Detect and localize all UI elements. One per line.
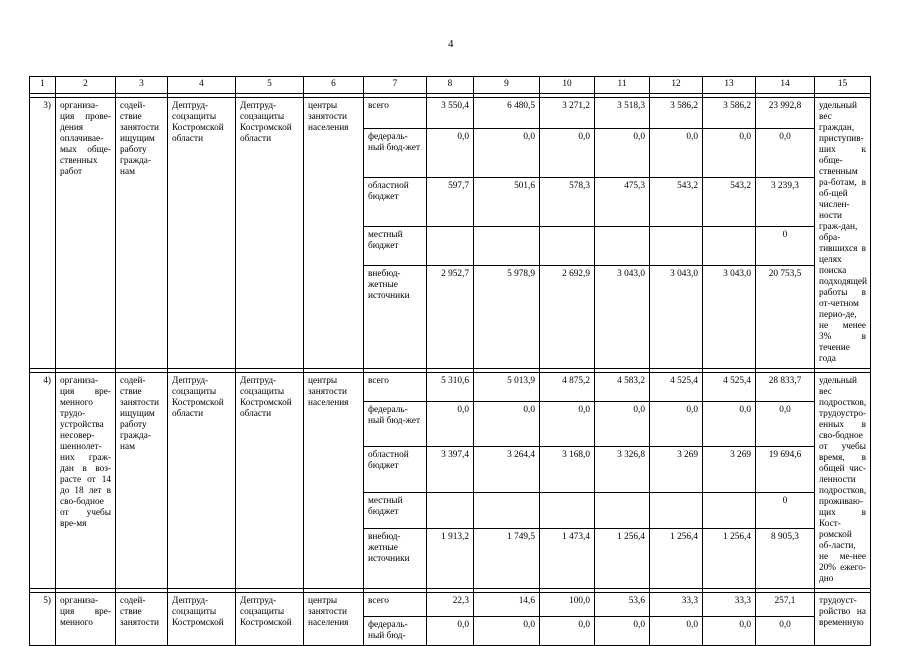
amount-cell: 0,0 [474, 128, 540, 177]
amount-cell: 5 310,6 [427, 373, 474, 402]
amount-cell: 100,0 [540, 593, 595, 617]
amount-cell: 0,0 [595, 617, 650, 646]
funding-source: всего [364, 593, 427, 617]
coexecutor-cell: Дептруд-соцзащиты Костромской области [236, 98, 304, 369]
amount-cell: 0,0 [703, 128, 756, 177]
amount-cell: 4 525,4 [703, 373, 756, 402]
amount-cell: 53,6 [595, 593, 650, 617]
amount-cell: 3 397,4 [427, 447, 474, 493]
amount-cell: 0,0 [756, 128, 815, 177]
amount-cell: 257,1 [756, 593, 815, 617]
amount-cell: 23 992,8 [756, 98, 815, 129]
direction-cell: содей-ствие занятости ищущим работу гражда-нам [116, 98, 168, 369]
amount-cell: 2 952,7 [427, 265, 474, 368]
activity-cell: организа-ция прове-дения оплачивае-мых обще-ственных работ [56, 98, 116, 369]
col-header: 10 [540, 77, 595, 94]
amount-cell [595, 227, 650, 266]
amount-cell: 1 256,4 [703, 528, 756, 588]
amount-cell: 1 256,4 [595, 528, 650, 588]
col-header: 1 [30, 77, 56, 94]
amount-cell: 0,0 [540, 128, 595, 177]
table-row [30, 98, 871, 129]
coexecutor-cell: Дептруд-соцзащиты Костромской [236, 593, 304, 646]
amount-cell: 0,0 [427, 401, 474, 447]
amount-cell: 543,2 [703, 178, 756, 227]
col-header: 7 [364, 77, 427, 94]
amount-cell: 3 264,4 [474, 447, 540, 493]
amount-cell: 22,3 [427, 593, 474, 617]
executor-cell: Дептруд-соцзащиты Костромской [168, 593, 236, 646]
table-row [30, 593, 871, 617]
activity-cell: организа-ция вре-менного [56, 593, 116, 646]
col-header: 13 [703, 77, 756, 94]
funding-source: федераль-ный бюд-жет [364, 401, 427, 447]
amount-cell: 0,0 [427, 128, 474, 177]
direction-cell: содей-ствие занятости [116, 593, 168, 646]
amount-cell: 597,7 [427, 178, 474, 227]
amount-cell: 6 480,5 [474, 98, 540, 129]
amount-cell [427, 492, 474, 528]
amount-cell: 0,0 [540, 401, 595, 447]
amount-cell: 0 [756, 227, 815, 266]
amount-cell: 3 043,0 [650, 265, 703, 368]
amount-cell: 0 [756, 492, 815, 528]
amount-cell: 3 550,4 [427, 98, 474, 129]
col-header: 6 [304, 77, 364, 94]
row-number: 4) [30, 373, 56, 589]
amount-cell: 3 043,0 [703, 265, 756, 368]
col-header: 12 [650, 77, 703, 94]
col-header: 9 [474, 77, 540, 94]
amount-cell [427, 227, 474, 266]
amount-cell: 3 269 [650, 447, 703, 493]
amount-cell: 0,0 [650, 128, 703, 177]
amount-cell: 8 905,3 [756, 528, 815, 588]
amount-cell: 4 875,2 [540, 373, 595, 402]
table-row [30, 373, 871, 402]
col-header: 4 [168, 77, 236, 94]
amount-cell: 0,0 [595, 128, 650, 177]
column-number-row [30, 77, 871, 94]
amount-cell [540, 227, 595, 266]
amount-cell: 3 239,3 [756, 178, 815, 227]
amount-cell: 20 753,5 [756, 265, 815, 368]
amount-cell: 5 013,9 [474, 373, 540, 402]
amount-cell: 4 525,4 [650, 373, 703, 402]
executor-cell: Дептруд-соцзащиты Костромской области [168, 373, 236, 589]
col-header: 3 [116, 77, 168, 94]
amount-cell: 3 269 [703, 447, 756, 493]
amount-cell: 3 518,3 [595, 98, 650, 129]
amount-cell: 3 271,2 [540, 98, 595, 129]
amount-cell: 19 694,6 [756, 447, 815, 493]
funding-source: федераль-ный бюд- [364, 617, 427, 646]
amount-cell: 0,0 [703, 617, 756, 646]
funding-source: внебюд-жетные источники [364, 265, 427, 368]
funding-source: федераль-ный бюд-жет [364, 128, 427, 177]
amount-cell: 1 749,5 [474, 528, 540, 588]
funding-source: областной бюджет [364, 178, 427, 227]
amount-cell [650, 492, 703, 528]
amount-cell: 475,3 [595, 178, 650, 227]
participant-cell: центры занятости населения [304, 373, 364, 589]
amount-cell: 0,0 [650, 401, 703, 447]
col-header: 15 [815, 77, 871, 94]
row-number: 5) [30, 593, 56, 646]
amount-cell: 14,6 [474, 593, 540, 617]
col-header: 2 [56, 77, 116, 94]
coexecutor-cell: Дептруд-соцзащиты Костромской области [236, 373, 304, 589]
col-header: 14 [756, 77, 815, 94]
amount-cell: 0,0 [595, 401, 650, 447]
amount-cell: 0,0 [474, 401, 540, 447]
target-indicator-cell: удельный вес граждан, приступив-ших к обще-ственным ра-ботам, в об-щей числен-ности граж-дан, обра-тившихся в целях поиска подходящей работы в от-четном перио-де, не менее 3% в течение года [815, 98, 871, 369]
program-table [29, 76, 871, 646]
amount-cell: 33,3 [703, 593, 756, 617]
col-header: 11 [595, 77, 650, 94]
amount-cell [703, 492, 756, 528]
amount-cell: 1 256,4 [650, 528, 703, 588]
row-number: 3) [30, 98, 56, 369]
amount-cell [540, 492, 595, 528]
amount-cell: 501,6 [474, 178, 540, 227]
amount-cell: 3 326,8 [595, 447, 650, 493]
amount-cell: 1 473,4 [540, 528, 595, 588]
amount-cell [650, 227, 703, 266]
funding-source: местный бюджет [364, 227, 427, 266]
direction-cell: содей-ствие занятости ищущим работу гражда-нам [116, 373, 168, 589]
amount-cell: 0,0 [474, 617, 540, 646]
amount-cell: 0,0 [756, 617, 815, 646]
amount-cell: 0,0 [540, 617, 595, 646]
amount-cell: 3 168,0 [540, 447, 595, 493]
target-indicator-cell: трудоуст-ройство на временную [815, 593, 871, 646]
amount-cell: 0,0 [756, 401, 815, 447]
funding-source: областной бюджет [364, 447, 427, 493]
amount-cell: 543,2 [650, 178, 703, 227]
amount-cell [474, 227, 540, 266]
col-header: 5 [236, 77, 304, 94]
page-number: 4 [448, 38, 454, 50]
amount-cell: 4 583,2 [595, 373, 650, 402]
amount-cell: 33,3 [650, 593, 703, 617]
amount-cell: 2 692,9 [540, 265, 595, 368]
amount-cell: 5 978,9 [474, 265, 540, 368]
executor-cell: Дептруд-соцзащиты Костромской области [168, 98, 236, 369]
amount-cell: 0,0 [650, 617, 703, 646]
funding-source: внебюд-жетные источники [364, 528, 427, 588]
funding-source: всего [364, 373, 427, 402]
col-header: 8 [427, 77, 474, 94]
amount-cell: 3 586,2 [650, 98, 703, 129]
amount-cell: 578,3 [540, 178, 595, 227]
funding-source: местный бюджет [364, 492, 427, 528]
participant-cell: центры занятости населения [304, 98, 364, 369]
amount-cell: 28 833,7 [756, 373, 815, 402]
funding-source: всего [364, 98, 427, 129]
amount-cell: 3 586,2 [703, 98, 756, 129]
amount-cell: 3 043,0 [595, 265, 650, 368]
activity-cell: организа-ция вре-менного трудо-устройства несовер-шеннолет-них граж-дан в воз-расте от 14 до 18 лет в сво-бодное от учебы вре-мя [56, 373, 116, 589]
participant-cell: центры занятости населения [304, 593, 364, 646]
amount-cell [595, 492, 650, 528]
target-indicator-cell: удельный вес подростков, трудоустро-енных в сво-бодное от учебы время, в общей чис-ленности подростков, проживаю-щих в Кост-ромской об-ласти, не ме-нее 20% ежего-дно [815, 373, 871, 589]
amount-cell: 1 913,2 [427, 528, 474, 588]
amount-cell: 0,0 [703, 401, 756, 447]
amount-cell [703, 227, 756, 266]
amount-cell: 0,0 [427, 617, 474, 646]
amount-cell [474, 492, 540, 528]
